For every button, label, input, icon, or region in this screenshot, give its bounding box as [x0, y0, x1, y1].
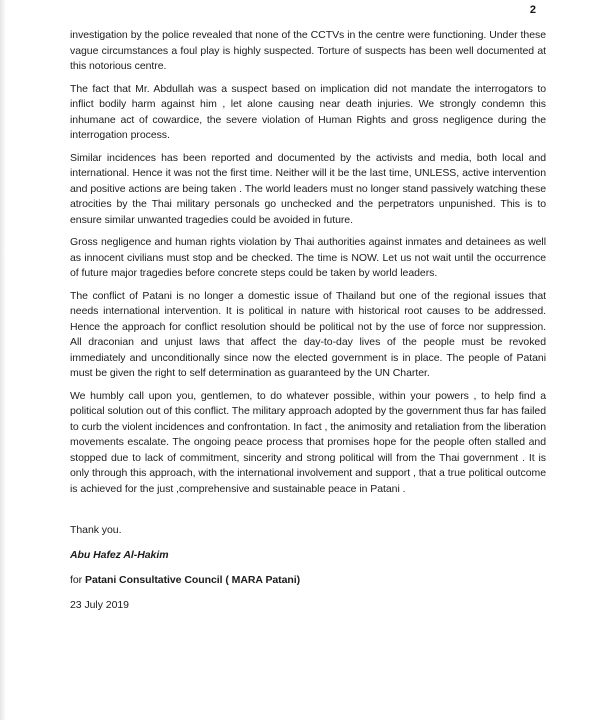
signatory-organization — [70, 573, 546, 589]
paragraph-patani-conflict: The conflict of Patani is no longer a domestic issue of Thailand but one of the regional issues that needs international intervention. It is political in nature with historical root causes to be addressed. Hence the approach for conflict resolution should be political not by the use of force nor suppression. All draconian and unjust laws that affect the day-to-day lives of the people must be revoked immediately and unconditionally since now the elected government is in place. The people of Patani must be given the right to self determination as guaranteed by the UN Charter. — [70, 289, 546, 379]
paragraph-investigation: investigation by the police revealed that none of the CCTVs in the centre were functioning. Under these vague circumstances a foul play is highly suspected. Torture of suspects has been well documented at this notorious centre. — [70, 29, 546, 72]
page-number: 2 — [529, 4, 536, 16]
org-prefix: for — [70, 574, 85, 586]
paragraph-humble-call: We humbly call upon you, gentlemen, to do whatever possible, within your powers , to help find a political solution out of this conflict. The military approach adopted by the government thus far has failed to curb the violent incidences and confrontation. In fact , the animosity and retaliation from the liberation movements escalate. The ongoing peace process that promises hope for the people often stalled and stopped due to lack of commitment, sincerity and strong political will from the Thai government . It is only through this approach, with the international involvement and support , that a true political outcome is achieved for the just ,comprehensive and sustainable peace in Patani . — [70, 389, 546, 495]
org-name: Patani Consultative Council ( MARA Patani) — [84, 574, 301, 586]
signatory-name: Abu Hafez Al-Hakim — [70, 549, 169, 561]
document-body — [70, 28, 546, 614]
closing-thanks: Thank you. — [70, 524, 122, 536]
paragraph-suspect-implication: The fact that Mr. Abdullah was a suspect based on implication did not mandate the interrogators to inflict bodily harm against him , let alone causing near death injuries. We strongly condemn this inhumane act of cowardice, the severe violation of Human Rights and gross negligence during the interrogation process. — [70, 82, 546, 141]
closing-block — [70, 523, 546, 614]
paragraph-gross-negligence: Gross negligence and human rights violation by Thai authorities against inmates and detainees as well as innocent civilians must stop and be checked. The time is NOW. Let us not wait until the occurrence of future major tragedies before concrete steps could be taken by world leaders. — [70, 236, 546, 279]
paragraph-similar-incidences: Similar incidences has been reported and documented by the activists and media, both local and international. Hence it was not the first time. Neither will it be the last time, UNLESS, active intervention and positive actions are being taken . The world leaders must no longer stand passively watching these atrocities by the Thai military personals go unchecked and the perpetrators unpunished. This is to ensure similar unwanted tragedies could be avoided in future. — [70, 151, 546, 226]
letter-date: 23 July 2019 — [70, 599, 129, 611]
